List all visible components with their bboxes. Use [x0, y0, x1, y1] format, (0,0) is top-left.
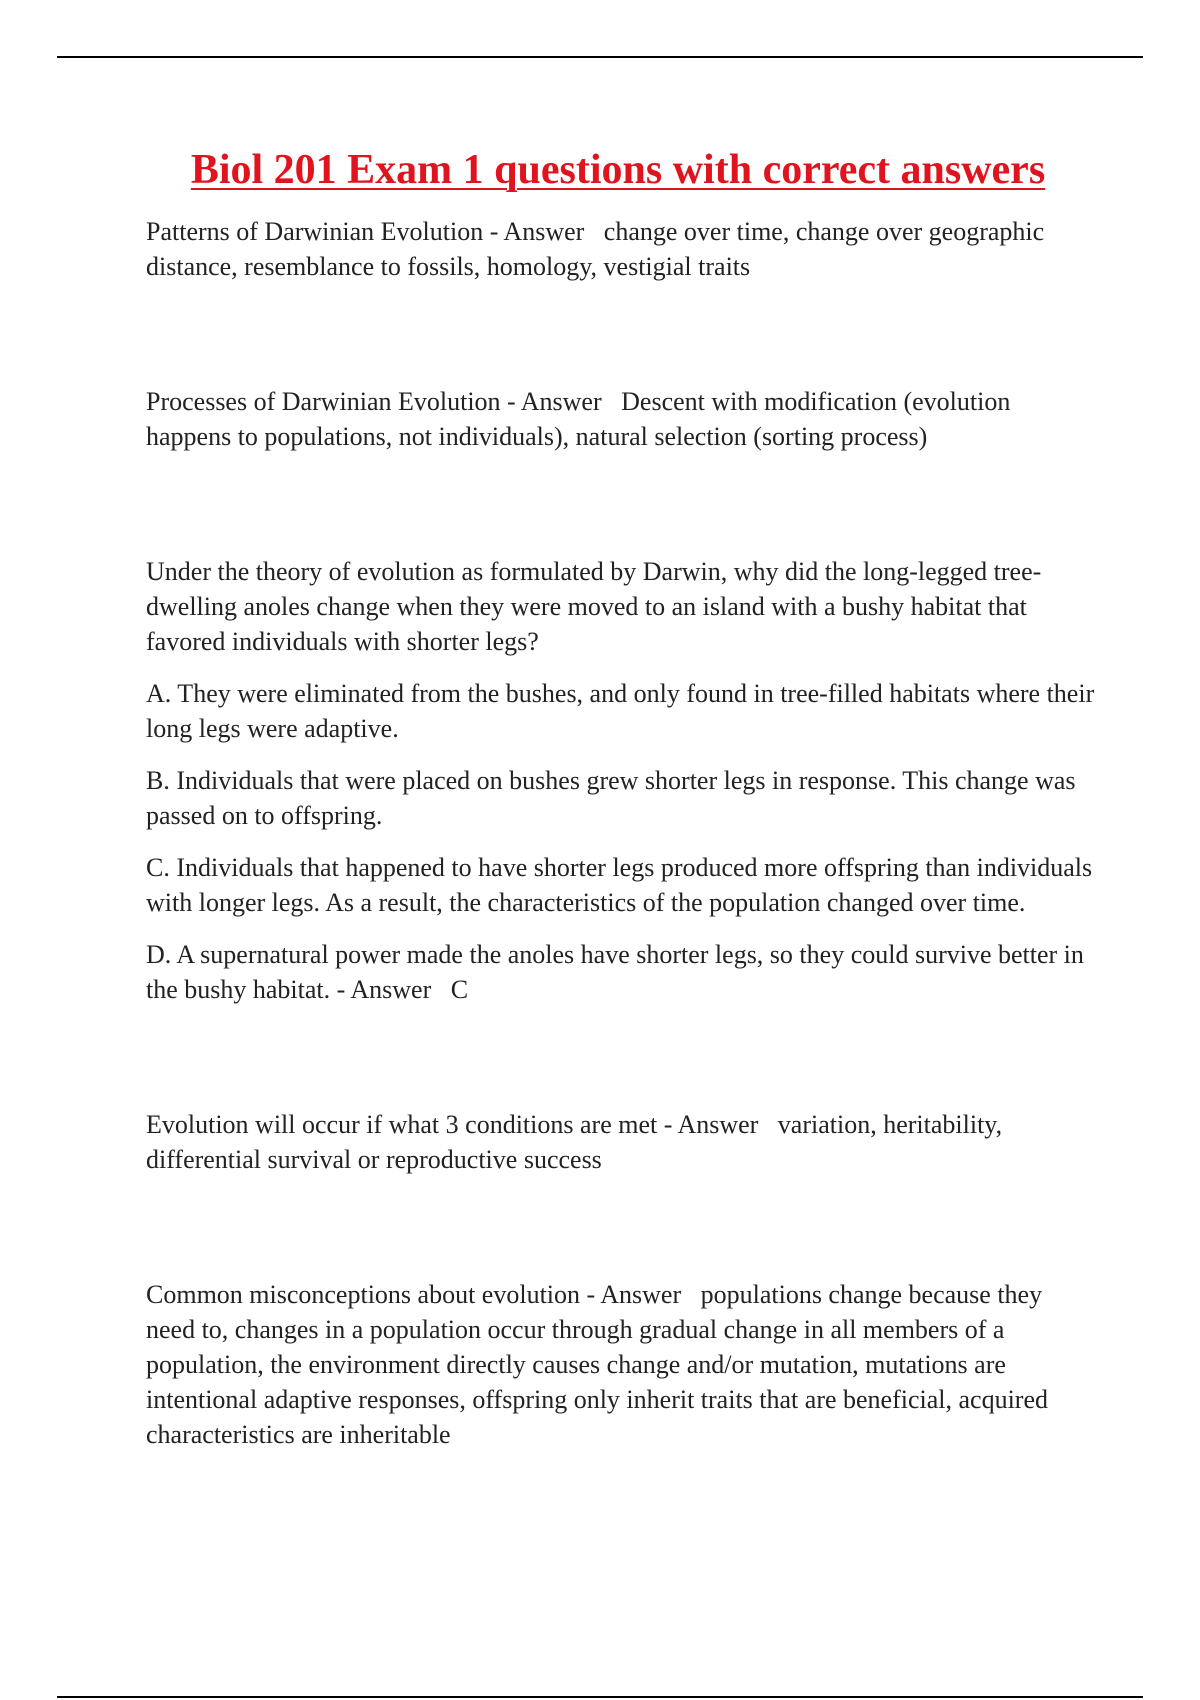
qa-item — [146, 554, 1096, 1007]
qa-item — [146, 1107, 1096, 1177]
document-title: Biol 201 Exam 1 questions with correct answers — [190, 147, 1046, 193]
qa-text: Processes of Darwinian Evolution - Answer Descent with modification (evolution happens to populations, not individuals), natural selection (sorting process) — [146, 387, 1011, 451]
qa-item — [146, 1277, 1096, 1452]
option-d: D. A supernatural power made the anoles have shorter legs, so they could survive better in the bushy habitat. - Answer C — [146, 940, 1084, 1004]
question-text: Under the theory of evolution as formulated by Darwin, why did the long-legged tree-dwelling anoles change when they were moved to an island with a bushy habitat that favored individuals with shorter legs? — [146, 557, 1042, 656]
qa-item — [146, 384, 1096, 454]
qa-text: Common misconceptions about evolution - Answer populations change because they need to, changes in a population occur through gradual change in all members of a population, the environment directly causes change and/or mutation, mutations are intentional adaptive responses, offspring only inherit traits that are beneficial, acquired characteristics are inheritable — [146, 1280, 1049, 1449]
top-rule — [57, 56, 1143, 58]
option-c: C. Individuals that happened to have shorter legs produced more offspring than individuals with longer legs. As a result, the characteristics of the population changed over time. — [146, 853, 1093, 917]
document-body — [146, 214, 1096, 1469]
bottom-rule — [57, 1696, 1143, 1698]
qa-text: Evolution will occur if what 3 conditions are met - Answer variation, heritability, differential survival or reproductive success — [146, 1110, 1003, 1174]
option-b: B. Individuals that were placed on bushes grew shorter legs in response. This change was passed on to offspring. — [146, 766, 1076, 830]
option-a: A. They were eliminated from the bushes, and only found in tree-filled habitats where their long legs were adaptive. — [146, 679, 1095, 743]
qa-item — [146, 214, 1096, 284]
qa-text: Patterns of Darwinian Evolution - Answer change over time, change over geographic distance, resemblance to fossils, homology, vestigial traits — [146, 217, 1045, 281]
